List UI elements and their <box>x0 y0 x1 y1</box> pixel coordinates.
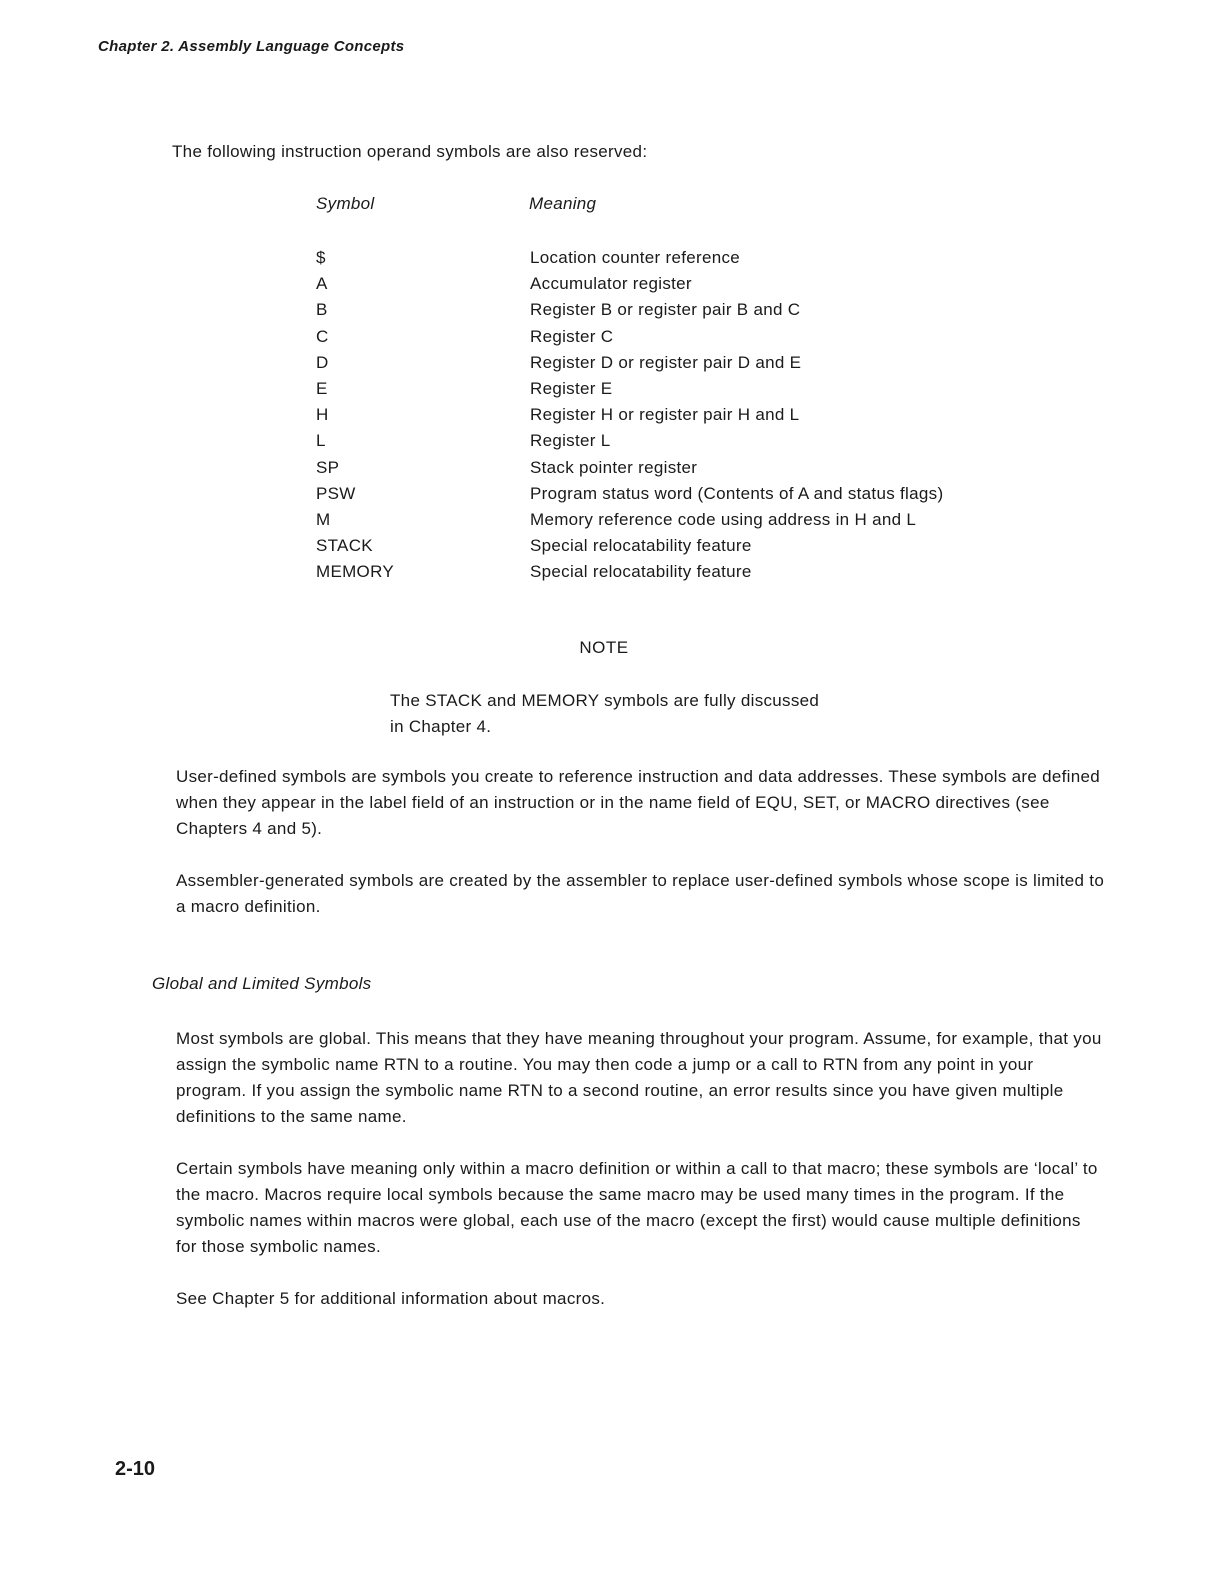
note-title: NOTE <box>579 638 629 657</box>
table-row <box>316 402 1016 428</box>
symbol-cell: B <box>316 300 328 320</box>
paragraph-local: Certain symbols have meaning only within a macro definition or within a call to that macro; these symbols are ‘local’ to the macro. Macros require local symbols because the same macro may be used many times in the program. If the symbolic names within macros were global, each use of the macro (except the first) would cause multiple definitions for those symbolic names. <box>176 1159 1098 1256</box>
meaning-cell: Stack pointer register <box>530 457 698 477</box>
table-row <box>316 533 1016 559</box>
column-header-symbol: Symbol <box>316 194 375 213</box>
meaning-cell: Special relocatability feature <box>530 536 752 556</box>
paragraph-assembler-generated: Assembler-generated symbols are created by the assembler to replace user-defined symbols whose scope is limited to a macro definition. <box>176 871 1105 916</box>
symbol-cell: PSW <box>316 483 356 503</box>
symbol-cell: C <box>316 326 329 346</box>
section-heading: Global and Limited Symbols <box>152 974 372 993</box>
paragraph-see-chapter: See Chapter 5 for additional information about macros. <box>176 1289 606 1308</box>
symbol-cell: M <box>316 509 331 529</box>
meaning-cell: Register D or register pair D and E <box>530 352 802 372</box>
running-header: Chapter 2. Assembly Language Concepts <box>98 38 405 55</box>
table-row <box>316 350 1016 376</box>
paragraph-user-defined: User-defined symbols are symbols you create to reference instruction and data addresses. These symbols are defined when they appear in the label field of an instruction or in the name field of EQU, SET, or MACRO directives (see Chapters 4 and 5). <box>176 767 1101 838</box>
symbol-table <box>316 245 1016 585</box>
symbol-cell: E <box>316 378 328 398</box>
meaning-cell: Register E <box>530 378 613 398</box>
table-row <box>316 324 1016 350</box>
symbol-cell: D <box>316 352 329 372</box>
symbol-cell: SP <box>316 457 340 477</box>
table-row <box>316 297 1016 323</box>
table-row <box>316 376 1016 402</box>
note-line: The STACK and MEMORY symbols are fully discussed <box>390 691 820 710</box>
symbol-cell: H <box>316 405 329 425</box>
meaning-cell: Register C <box>530 326 614 346</box>
table-row <box>316 481 1016 507</box>
meaning-cell: Special relocatability feature <box>530 562 752 582</box>
column-header-meaning: Meaning <box>529 194 597 213</box>
meaning-cell: Register L <box>530 431 611 451</box>
meaning-cell: Location counter reference <box>530 248 741 267</box>
table-row <box>316 559 1016 585</box>
note-body <box>390 688 870 740</box>
paragraph-global: Most symbols are global. This means that they have meaning throughout your program. Assume, for example, that you assign the symbolic name RTN to a routine. You may then code a jump or a call to RTN from any point in your program. If you assign the symbolic name RTN to a second routine, an error results since you have given multiple definitions to the same name. <box>176 1029 1102 1126</box>
meaning-cell: Memory reference code using address in H and L <box>530 509 917 529</box>
symbol-cell: A <box>316 274 328 294</box>
table-row <box>316 455 1016 481</box>
meaning-cell: Accumulator register <box>530 274 692 294</box>
meaning-cell: Program status word (Contents of A and status flags) <box>530 483 944 503</box>
table-row <box>316 428 1016 454</box>
note-line: in Chapter 4. <box>390 717 492 736</box>
meaning-cell: Register B or register pair B and C <box>530 300 801 320</box>
symbol-cell: MEMORY <box>316 562 394 582</box>
intro-text: The following instruction operand symbols are also reserved: <box>172 142 648 161</box>
table-row <box>316 245 1016 271</box>
table-row <box>316 507 1016 533</box>
symbol-cell: STACK <box>316 536 373 556</box>
page-number: 2-10 <box>115 1458 156 1480</box>
table-row <box>316 271 1016 297</box>
symbol-cell: L <box>316 431 326 451</box>
symbol-cell: $ <box>316 248 326 267</box>
meaning-cell: Register H or register pair H and L <box>530 405 800 425</box>
